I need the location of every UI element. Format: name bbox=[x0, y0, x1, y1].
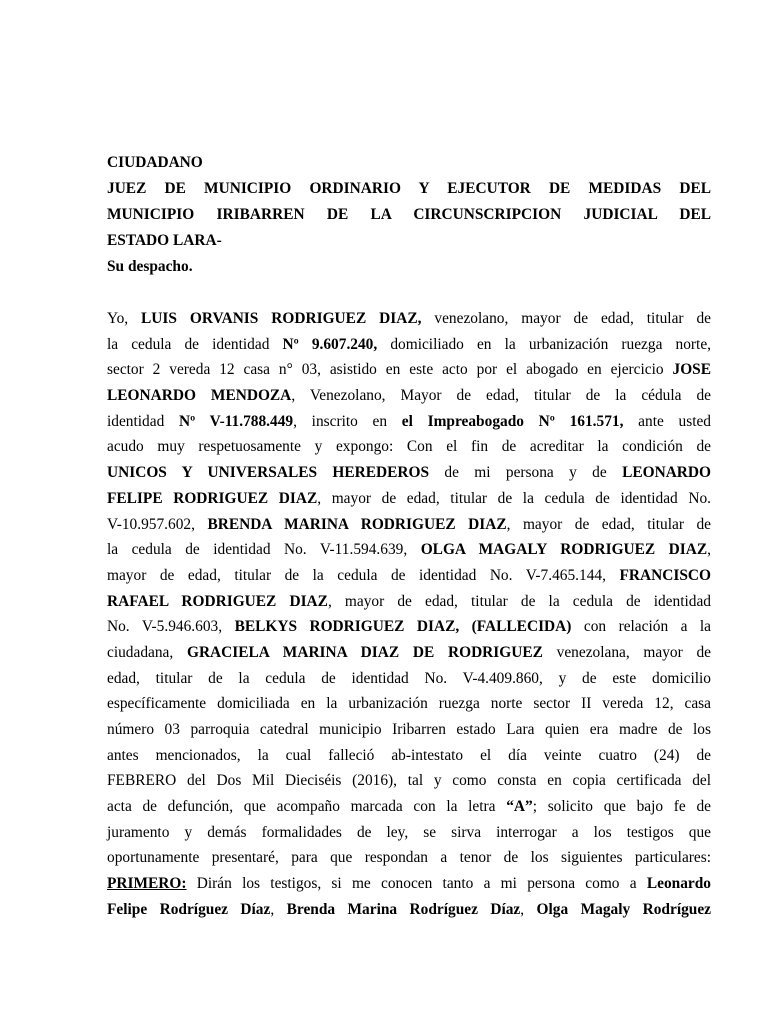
body-line: la cedula de identidad Nº 9.607.240, domiciliado en la urbanización ruezga norte, bbox=[107, 335, 711, 353]
body-line: FELIPE RODRIGUEZ DIAZ, mayor de edad, titular de la cedula de identidad No. bbox=[107, 489, 711, 507]
body-line: acudo muy respetuosamente y expongo: Con el fin de acreditar la condición de bbox=[107, 438, 711, 456]
body-line: No. V-5.946.603, BELKYS RODRIGUEZ DIAZ, (FALLECIDA) con relación a la bbox=[107, 618, 712, 636]
heading-line: Su despacho. bbox=[107, 258, 193, 275]
body-line: específicamente domiciliada en la urbanización ruezga norte sector II vereda 12, casa bbox=[107, 695, 711, 713]
body-line: PRIMERO: Dirán los testigos, si me conocen tanto a mi persona como a Leonardo bbox=[107, 875, 711, 893]
paragraph-spacer bbox=[107, 280, 711, 306]
body-line: LEONARDO MENDOZA, Venezolano, Mayor de edad, titular de la cédula de bbox=[107, 387, 712, 405]
addressee-heading bbox=[107, 150, 711, 280]
heading-line: MUNICIPIO IRIBARREN DE LA CIRCUNSCRIPCION JUDICIAL DEL bbox=[107, 206, 711, 223]
body-line: número 03 parroquia catedral municipio Iribarren estado Lara quien era madre de los bbox=[107, 721, 711, 738]
body-line: UNICOS Y UNIVERSALES HEREDEROS de mi persona y de LEONARDO bbox=[107, 464, 712, 482]
body-line: oportunamente presentaré, para que respondan a tenor de los siguientes particulares: bbox=[107, 849, 711, 867]
body-line: ciudadana, GRACIELA MARINA DIAZ DE RODRIGUEZ venezolana, mayor de bbox=[107, 643, 712, 661]
body-line: antes mencionados, la cual falleció ab-intestato el día veinte cuatro (24) de bbox=[107, 746, 711, 764]
body-paragraph bbox=[107, 306, 711, 923]
body-line: RAFAEL RODRIGUEZ DIAZ, mayor de edad, titular de la cedula de identidad bbox=[107, 592, 711, 610]
body-line: juramento y demás formalidades de ley, se sirva interrogar a los testigos que bbox=[107, 823, 711, 841]
body-line: la cedula de identidad No. V-11.594.639, OLGA MAGALY RODRIGUEZ DIAZ, bbox=[107, 541, 712, 559]
body-line: sector 2 vereda 12 casa n° 03, asistido en este acto por el abogado en ejercicio JOSE bbox=[107, 361, 711, 379]
heading-line: JUEZ DE MUNICIPIO ORDINARIO Y EJECUTOR DE MEDIDAS DEL bbox=[107, 180, 711, 197]
body-line: FEBRERO del Dos Mil Dieciséis (2016), tal y como consta en copia certificada del bbox=[107, 772, 711, 790]
heading-line: CIUDADANO bbox=[107, 154, 203, 171]
body-line: acta de defunción, que acompaño marcada con la letra “A”; solicito que bajo fe de bbox=[107, 798, 711, 816]
document-page bbox=[107, 150, 711, 923]
body-line: Yo, LUIS ORVANIS RODRIGUEZ DIAZ, venezolano, mayor de edad, titular de bbox=[107, 310, 711, 327]
body-line: edad, titular de la cedula de identidad No. V-4.409.860, y de este domicilio bbox=[107, 669, 711, 687]
body-line: identidad Nº V-11.788.449, inscrito en el Impreabogado Nº 161.571, ante usted bbox=[107, 412, 711, 430]
body-line: mayor de edad, titular de la cedula de identidad No. V-7.465.144, FRANCISCO bbox=[107, 566, 711, 584]
body-line: Felipe Rodríguez Díaz, Brenda Marina Rodríguez Díaz, Olga Magaly Rodríguez bbox=[107, 900, 712, 918]
body-line: V-10.957.602, BRENDA MARINA RODRIGUEZ DIAZ, mayor de edad, titular de bbox=[107, 515, 711, 533]
heading-line: ESTADO LARA- bbox=[107, 232, 222, 249]
